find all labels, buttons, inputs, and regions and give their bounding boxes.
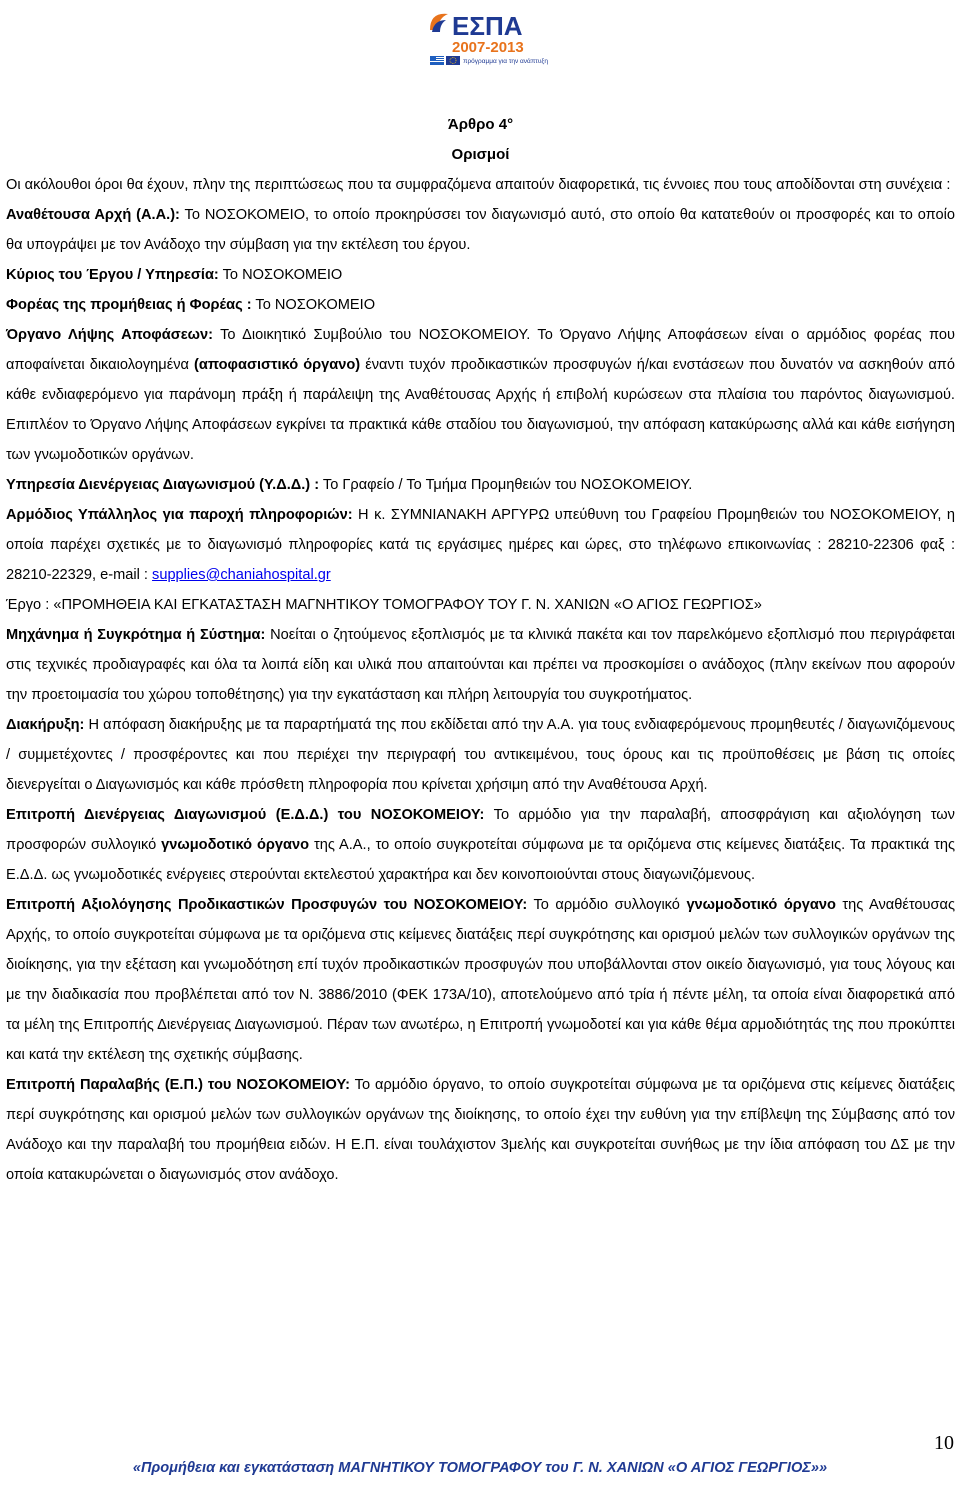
paragraph-text: Η κ. ΣΥΜΝΙΑΝΑΚΗ ΑΡΓΥΡΩ υπεύθυνη του Γραφείου Προμηθειών του ΝΟΣΟΚΟΜΕΙΟΥ, η οποία παρέχει σχετικές με το διαγωνισμό πληροφορίες κατά τις εργάσιμες ημέρες και ώρες, στο τηλέφωνο επικοινωνίας : 28210-22306 φαξ : 28210-22329, e-mail :	[6, 507, 955, 583]
paragraph-text: Το Διοικητικό Συμβούλιο του ΝΟΣΟΚΟΜΕΙΟΥ. Το Όργανο Λήψης Αποφάσεων είναι ο αρμόδιος φορέας που αποφαίνεται δικαιολογημένα	[6, 327, 955, 373]
logo-years: 2007-2013	[452, 39, 524, 56]
term-label: γνωμοδοτικό όργανο	[161, 837, 310, 853]
term-label: Επιτροπή Παραλαβής (Ε.Π.) του ΝΟΣΟΚΟΜΕΙΟΥ:	[6, 1077, 350, 1093]
paragraph-text: Το ΝΟΣΟΚΟΜΕΙΟ	[218, 267, 343, 283]
term-label: Μηχάνημα ή Συγκρότημα ή Σύστημα:	[6, 627, 266, 643]
paragraph	[6, 590, 955, 620]
paragraph-text: Η απόφαση διακήρυξης με τα παραρτήματά της που εκδίδεται από την Α.Α. για τους ενδιαφερόμενους προμηθευτές / διαγωνιζόμενους / συμμετέχοντες / προσφέροντες και που περιέχει την περιγραφή του αντικειμένου, τους όρους και τις προϋποθέσεις με βάση τις οποίες διενεργείται ο Διαγωνισμός και κάθε πρόσθετη πληροφορία που κρίνεται χρήσιμη από την Αναθέτουσα Αρχή.	[6, 717, 955, 793]
term-label: Διακήρυξη:	[6, 717, 85, 733]
paragraph-text: Έργο : «ΠΡΟΜΗΘΕΙΑ ΚΑΙ ΕΓΚΑΤΑΣΤΑΣΗ ΜΑΓΝΗΤΙΚΟΥ ΤΟΜΟΓΡΑΦΟΥ ΤΟΥ Γ. Ν. ΧΑΝΙΩΝ «Ο ΑΓΙΟΣ ΓΕΩΡΓΙΟΣ»	[6, 597, 762, 613]
paragraph	[6, 170, 955, 200]
paragraph	[6, 890, 955, 1070]
paragraph-text: έναντι τυχόν προδικαστικών προσφυγών ή/και ενστάσεων που δυνατόν να ασκηθούν από κάθε ενδιαφερόμενο για παράνομη πράξη ή παράλειψη της Αναθέτουσας Αρχής ή επιβολή κυρώσεων στα πλαίσια του παρόντος διαγωνισμού. Επιπλέον το Όργανο Λήψης Αποφάσεων εγκρίνει τα πρακτικά κάθε σταδίου του διαγωνισμού, την απόφαση κατακύρωσης αλλά και κάθε εισήγηση των γνωμοδοτικών οργάνων.	[6, 357, 955, 463]
term-label: Κύριος του Έργου / Υπηρεσία:	[6, 267, 219, 283]
page-footer: «Προμήθεια και εγκατάσταση ΜΑΓΝΗΤΙΚΟΥ ΤΟΜΟΓΡΑΦΟΥ του Γ. Ν. ΧΑΝΙΩΝ «Ο ΑΓΙΟΣ ΓΕΩΡΓΙΟΣ»»	[132, 1460, 828, 1476]
term-label: Όργανο Λήψης Αποφάσεων:	[6, 327, 213, 343]
espa-logo	[426, 8, 548, 68]
document-body	[6, 110, 955, 1190]
article-paragraphs	[6, 170, 955, 1190]
paragraph-text: Το ΝΟΣΟΚΟΜΕΙΟ	[251, 297, 376, 313]
paragraph	[6, 800, 955, 890]
logo-tagline: πρόγραμμα για την ανάπτυξη	[463, 58, 548, 65]
article-number: Άρθρο 4°	[447, 116, 514, 133]
term-label: (αποφασιστικό όργανο)	[194, 357, 361, 373]
paragraph	[6, 470, 955, 500]
paragraph	[6, 320, 955, 470]
term-label: Επιτροπή Διενέργειας Διαγωνισμού (Ε.Δ.Δ.) του ΝΟΣΟΚΟΜΕΙΟΥ:	[6, 807, 485, 823]
paragraph-text: Οι ακόλουθοι όροι θα έχουν, πλην της περιπτώσεως που τα συμφραζόμενα απαιτούν διαφορετικά, τις έννοιες που τους αποδίδονται στη συνέχεια :	[6, 177, 951, 193]
paragraph-text: Το Γραφείο / Το Τμήμα Προμηθειών του ΝΟΣΟΚΟΜΕΙΟΥ.	[319, 477, 693, 493]
paragraph-text: της Α.Α., το οποίο συγκροτείται σύμφωνα με τα οριζόμενα στις κείμενες διατάξεις. Τα πρακτικά της Ε.Δ.Δ. ως γνωμοδοτικές ενέργειες στερούνται εκτελεστού χαρακτήρα και δεν κοινοποιούνται στους διαγωνιζόμενους.	[6, 837, 955, 883]
paragraph-text: Νοείται ο ζητούμενος εξοπλισμός με τα κλινικά πακέτα και τον παρελκόμενο εξοπλισμό που περιγράφεται στις τεχνικές προδιαγραφές και όλα τα λοιπά είδη και υλικά που απαιτούνται και πρέπει να προσκομίσει ο ανάδοχος (πλην εκείνων που αφορούν την προετοιμασία του χώρου τοποθέτησης) για την εγκατάσταση και πλήρη λειτουργία του συγκροτήματος.	[6, 627, 956, 703]
page-number: 10	[934, 1432, 954, 1454]
paragraph-text: Το αρμόδιο συλλογικό	[527, 897, 687, 913]
paragraph	[6, 290, 955, 320]
paragraph-text: Το αρμόδιο όργανο, το οποίο συγκροτείται σύμφωνα με τα οριζόμενα στις κείμενες διατάξεις περί συγκρότησης και ορισμού μελών των συλλογικών οργάνων της διοίκησης, το οποίο έχει την ευθύνη για την επίβλεψη της Σύμβασης από τον Ανάδοχο και την παραλαβή του προμήθεια ειδών. Η Ε.Π. είναι τουλάχιστον 3μελής και συγκροτείται συνήθως με την ίδια απόφαση του ΔΣ με την οποία κατακυρώνεται ο διαγωνισμός στον ανάδοχο.	[6, 1077, 955, 1183]
term-label: Υπηρεσία Διενέργειας Διαγωνισμού (Υ.Δ.Δ.) :	[6, 477, 320, 493]
email-link[interactable]: supplies@chaniahospital.gr	[152, 567, 331, 583]
paragraph	[6, 200, 955, 260]
paragraph-text: Το αρμόδιο για την παραλαβή, αποσφράγιση και αξιολόγηση των προσφορών συλλογικό	[6, 807, 955, 853]
term-label: Αναθέτουσα Αρχή (Α.Α.):	[6, 207, 180, 223]
term-label: Επιτροπή Αξιολόγησης Προδικαστικών Προσφυγών του ΝΟΣΟΚΟΜΕΙΟΥ:	[6, 897, 528, 913]
article-title: Ορισμοί	[451, 146, 510, 163]
paragraph-text: Το ΝΟΣΟΚΟΜΕΙΟ, το οποίο προκηρύσσει τον διαγωνισμό αυτό, στο οποίο θα κατατεθούν οι προσφορές και το οποίο θα υπογράψει με τον Ανάδοχο την σύμβαση για την εκτέλεση του έργου.	[6, 207, 956, 253]
paragraph	[6, 260, 955, 290]
term-label: Αρμόδιος Υπάλληλος για παροχή πληροφοριών:	[6, 507, 353, 523]
term-label: Φορέας της προμήθειας ή Φορέας :	[6, 297, 252, 313]
logo-title: ΕΣΠΑ	[452, 11, 523, 41]
paragraph	[6, 710, 955, 800]
paragraph	[6, 500, 955, 590]
paragraph	[6, 620, 955, 710]
paragraph	[6, 1070, 955, 1190]
paragraph-text: της Αναθέτουσας Αρχής, το οποίο συγκροτείται σύμφωνα με τα οριζόμενα στις κείμενες διατάξεις περί συγκρότησης και ορισμού μελών των συλλογικών οργάνων της διοίκησης, για την εξέταση και γνωμοδότηση επί τυχόν προδικαστικών προσφυγών που υποβάλλονται στον οικείο διαγωνισμό, για τους λόγους και με την διαδικασία που προβλέπεται από τον Ν. 3886/2010 (ΦΕΚ 173Α/10), αποτελούμενο από τρία ή πέντε μέλη, τα οποία είναι διαφορετικά από τα μέλη της Επιτροπής Διενέργειας Διαγωνισμού. Πέραν των ανωτέρω, η Επιτροπή γνωμοδοτεί και για κάθε θέμα αρμοδιότητάς της που προκύπτει και κατά την εκτέλεση της σχετικής σύμβασης.	[6, 897, 955, 1063]
term-label: γνωμοδοτικό όργανο	[686, 897, 836, 913]
